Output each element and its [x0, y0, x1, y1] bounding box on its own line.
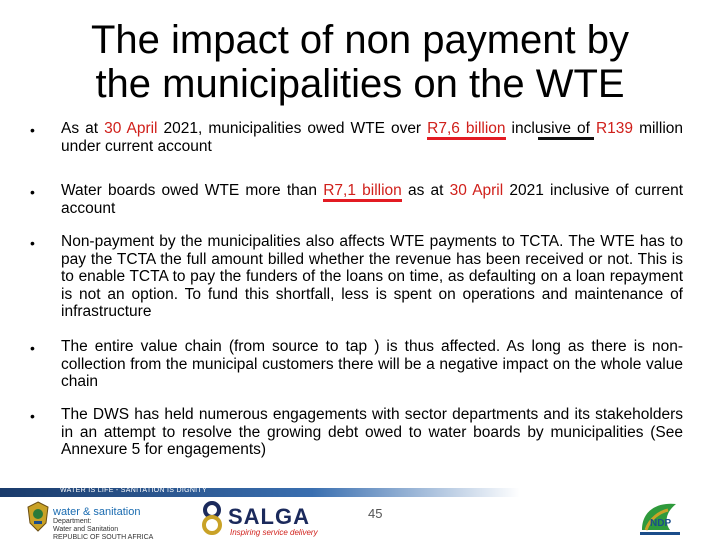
date-highlight: 30 April — [449, 182, 504, 199]
text-run: As at — [61, 120, 105, 137]
text-run: million under current account — [61, 120, 683, 155]
bullet-dot: • — [30, 122, 35, 138]
salga-logo-icon — [198, 500, 226, 536]
dws-name: water & sanitation — [53, 506, 141, 518]
text-run: inclusive of — [505, 120, 596, 137]
amount-highlight: R7,6 billion — [427, 120, 505, 140]
text-run: 2021, municipalities owed WTE over — [157, 120, 428, 137]
bullet-text: The entire value chain (from source to tap ) is thus affected. As long as there is non-collection from the municipal customers there will be a negative impact on the whole value chain — [61, 338, 683, 390]
title-line-2: the municipalities on the WTE — [95, 62, 625, 106]
text-run: as at — [401, 182, 450, 199]
amount-highlight: R7,1 billion — [323, 182, 402, 202]
dws-sub-3: REPUBLIC OF SOUTH AFRICA — [53, 534, 154, 541]
amount-highlight: R139 — [595, 120, 634, 137]
bullet-dot: • — [30, 340, 35, 356]
bullet-dot: • — [30, 408, 35, 424]
bullet-text: The DWS has held numerous engagements with sector departments and its stakeholders in an attempt to resolve the growing debt owed to water boards by municipalities (See Annexure 5 for engagements) — [61, 406, 683, 458]
bullet-text: Non-payment by the municipalities also affects WTE payments to TCTA. The WTE has to pay the TCTA the full amount billed whether the revenue has been received or not. This is to enable TCTA to pay the funders of the loans on time, as defaulting on a loan repayment is not an option. To fund this shortfall, less is spent on operations and maintenance of infrastructure — [61, 233, 683, 320]
text-run: 2021 inclusive of current account — [61, 182, 684, 217]
bullet-text — [61, 182, 683, 217]
title-line-1: The impact of non payment by — [90, 18, 630, 62]
footer — [0, 488, 720, 540]
ndp-logo-icon — [636, 498, 684, 538]
dws-sub-2: Water and Sanitation — [53, 526, 119, 533]
bullet-dot: • — [30, 184, 35, 200]
bullet-dot: • — [30, 235, 35, 251]
salga-tagline: Inspiring service delivery — [230, 528, 318, 537]
date-highlight: 30 April — [104, 120, 158, 137]
text-run: Water boards owed WTE more than — [61, 182, 324, 199]
dws-logo-text — [53, 506, 153, 542]
footer-band — [0, 488, 520, 497]
dws-sub-1: Department: — [53, 518, 92, 525]
footer-slogan: WATER IS LIFE - SANITATION IS DIGNITY — [60, 487, 207, 494]
salga-wordmark: SALGA — [228, 504, 310, 529]
page-number: 45 — [368, 506, 383, 521]
ndp-label: NDP — [650, 518, 672, 529]
underline-black — [538, 137, 594, 140]
coat-of-arms-icon — [26, 501, 50, 533]
slide-title — [40, 18, 680, 106]
